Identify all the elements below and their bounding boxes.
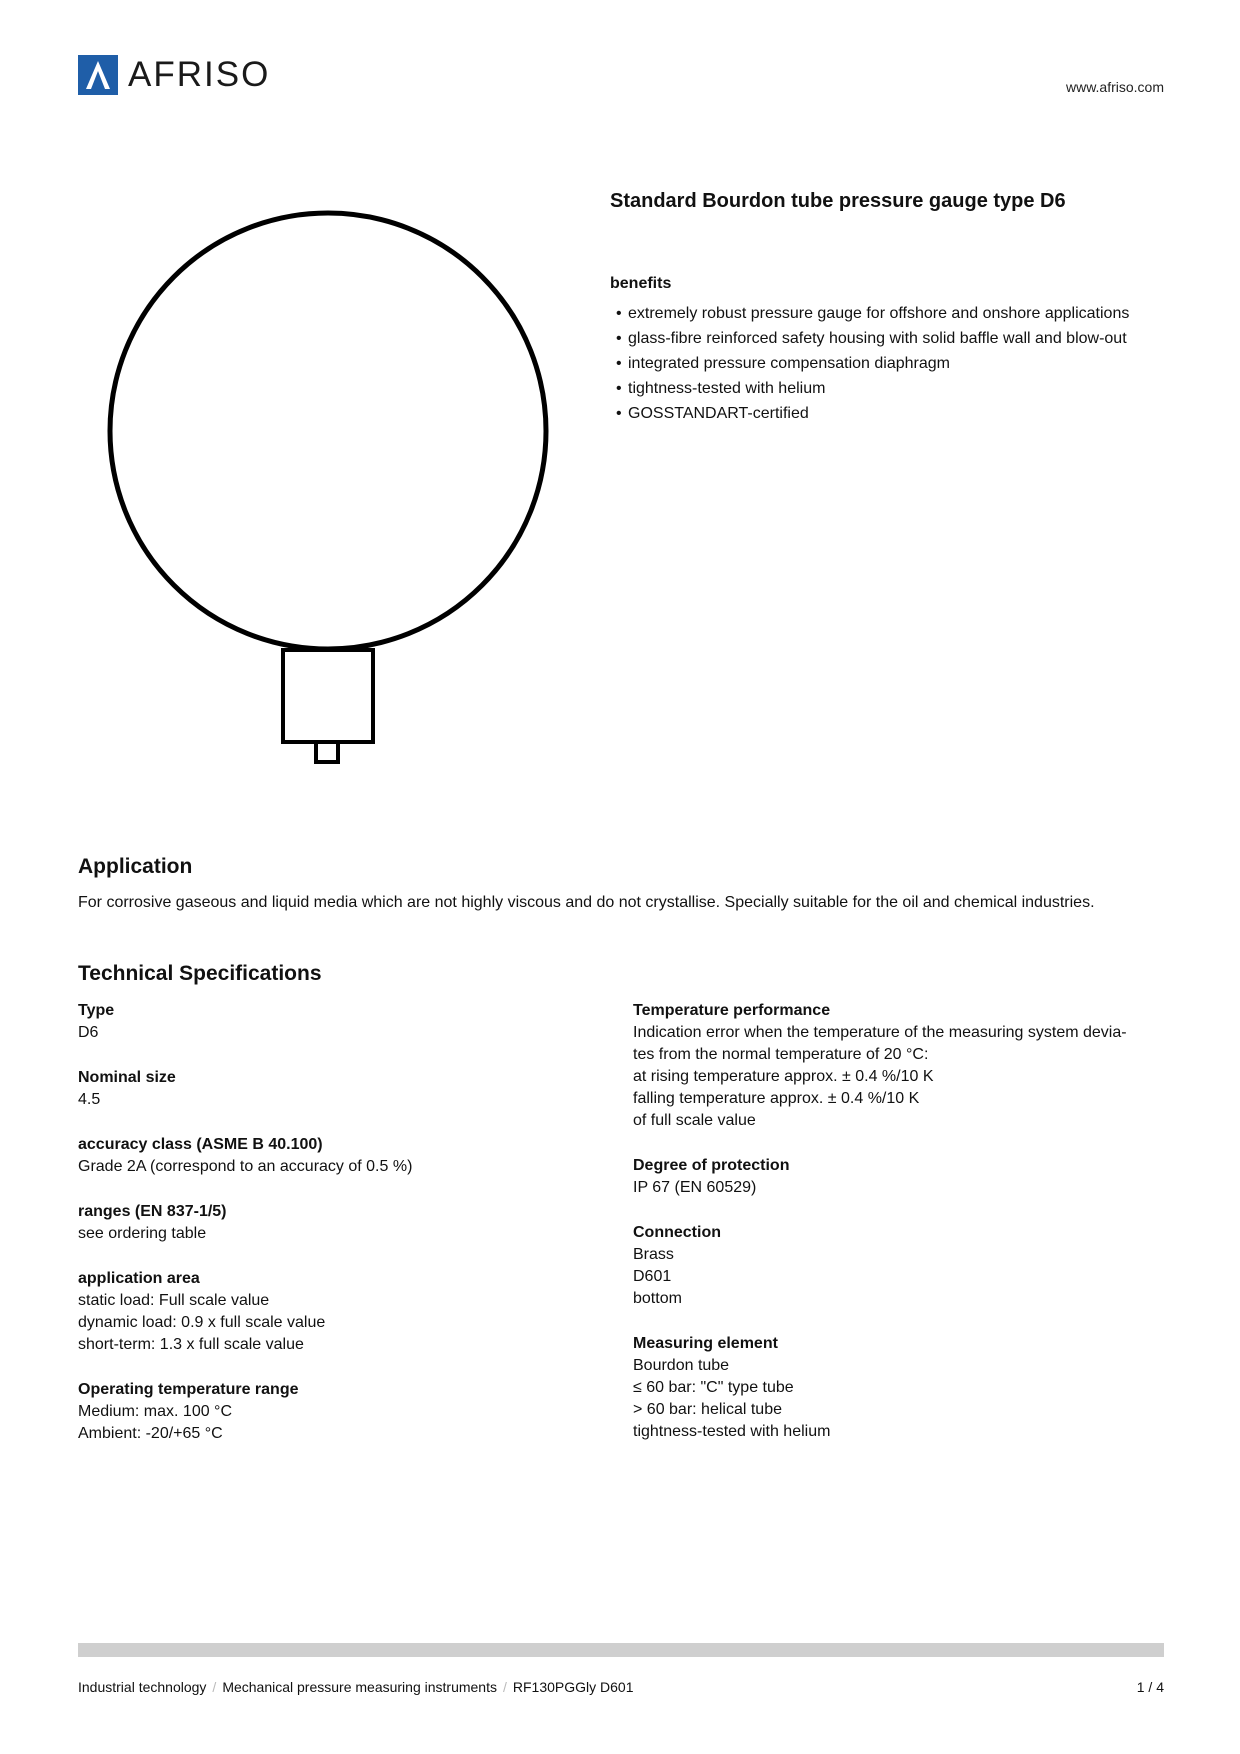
spec-value: IP 67 (EN 60529) — [633, 1179, 757, 1196]
benefits-list — [610, 301, 1129, 426]
spec-degree-of-protection — [633, 1155, 1153, 1199]
brand-name: AFRISO — [128, 55, 271, 94]
spec-label: Type — [78, 1002, 115, 1019]
spec-value: 4.5 — [78, 1091, 101, 1108]
breadcrumb-item: RF130PGGly D601 — [512, 1679, 634, 1695]
application-title: Application — [78, 855, 193, 878]
benefit-item: • extremely robust pressure gauge for offshore and onshore applications — [610, 301, 1129, 326]
spec-value: bottom — [633, 1290, 682, 1307]
gauge-drawing — [100, 205, 560, 785]
afriso-logo-icon — [78, 55, 118, 95]
specs-right-column — [633, 1000, 1153, 1466]
spec-label: Degree of protection — [633, 1157, 790, 1174]
spec-value: Bourdon tube — [633, 1357, 730, 1374]
spec-label: Measuring element — [633, 1335, 778, 1352]
spec-connection — [633, 1222, 1153, 1310]
spec-nominal-size — [78, 1067, 598, 1111]
spec-value: static load: Full scale value — [78, 1292, 270, 1309]
breadcrumb-separator: / — [503, 1679, 507, 1695]
breadcrumb-item: Mechanical pressure measuring instruments — [222, 1679, 497, 1695]
spec-label: Nominal size — [78, 1069, 176, 1086]
spec-label: Temperature performance — [633, 1002, 831, 1019]
application-text: For corrosive gaseous and liquid media which are not highly viscous and do not crystallise. Specially suitable for the oil and chemical industries. — [78, 894, 1095, 911]
footer-divider-bar — [78, 1643, 1164, 1657]
spec-value: D601 — [633, 1268, 672, 1285]
spec-value: Indication error when the temperature of the measuring system devia- — [633, 1024, 1127, 1041]
benefit-item: • GOSSTANDART-certified — [610, 401, 1129, 426]
spec-value: ≤ 60 bar: "C" type tube — [633, 1379, 794, 1396]
spec-value: short-term: 1.3 x full scale value — [78, 1336, 304, 1353]
spec-operating-temperature — [78, 1379, 598, 1445]
spec-value: Ambient: -20/+65 °C — [78, 1425, 223, 1442]
spec-value: at rising temperature approx. ± 0.4 %/10 K — [633, 1068, 934, 1085]
footer-breadcrumb — [78, 1679, 634, 1695]
spec-accuracy-class — [78, 1134, 598, 1178]
spec-value: falling temperature approx. ± 0.4 %/10 K — [633, 1090, 920, 1107]
benefit-item: • integrated pressure compensation diaphragm — [610, 351, 1129, 376]
spec-label: application area — [78, 1270, 200, 1287]
technical-specifications-title: Technical Specifications — [78, 962, 322, 985]
benefit-item: • glass-fibre reinforced safety housing with solid baffle wall and blow-out — [610, 326, 1129, 351]
breadcrumb-item: Industrial technology — [78, 1679, 207, 1695]
spec-value: > 60 bar: helical tube — [633, 1401, 782, 1418]
product-title: Standard Bourdon tube pressure gauge type D6 — [610, 190, 1066, 212]
spec-value: Brass — [633, 1246, 674, 1263]
page-number: 1 / 4 — [1136, 1679, 1164, 1695]
spec-ranges — [78, 1201, 598, 1245]
footer — [78, 1679, 1164, 1695]
spec-measuring-element — [633, 1333, 1153, 1443]
website-url: www.afriso.com — [1065, 79, 1164, 95]
spec-temperature-performance — [633, 1000, 1153, 1132]
spec-value: tightness-tested with helium — [633, 1423, 831, 1440]
spec-type — [78, 1000, 598, 1044]
spec-value: Grade 2A (correspond to an accuracy of 0.5 %) — [78, 1158, 413, 1175]
spec-application-area — [78, 1268, 598, 1356]
spec-value: tes from the normal temperature of 20 °C: — [633, 1046, 929, 1063]
spec-label: ranges (EN 837-1/5) — [78, 1203, 227, 1220]
spec-value: dynamic load: 0.9 x full scale value — [78, 1314, 326, 1331]
logo — [78, 55, 270, 95]
specs-left-column — [78, 1000, 598, 1468]
spec-value: see ordering table — [78, 1225, 207, 1242]
benefits-section — [610, 275, 1129, 426]
benefit-item: • tightness-tested with helium — [610, 376, 1129, 401]
spec-label: Connection — [633, 1224, 721, 1241]
spec-label: accuracy class (ASME B 40.100) — [78, 1136, 323, 1153]
benefits-heading: benefits — [610, 275, 672, 292]
spec-value: Medium: max. 100 °C — [78, 1403, 233, 1420]
breadcrumb-separator: / — [212, 1679, 217, 1695]
spec-value: of full scale value — [633, 1112, 756, 1129]
spec-label: Operating temperature range — [78, 1381, 299, 1398]
spec-value: D6 — [78, 1024, 99, 1041]
